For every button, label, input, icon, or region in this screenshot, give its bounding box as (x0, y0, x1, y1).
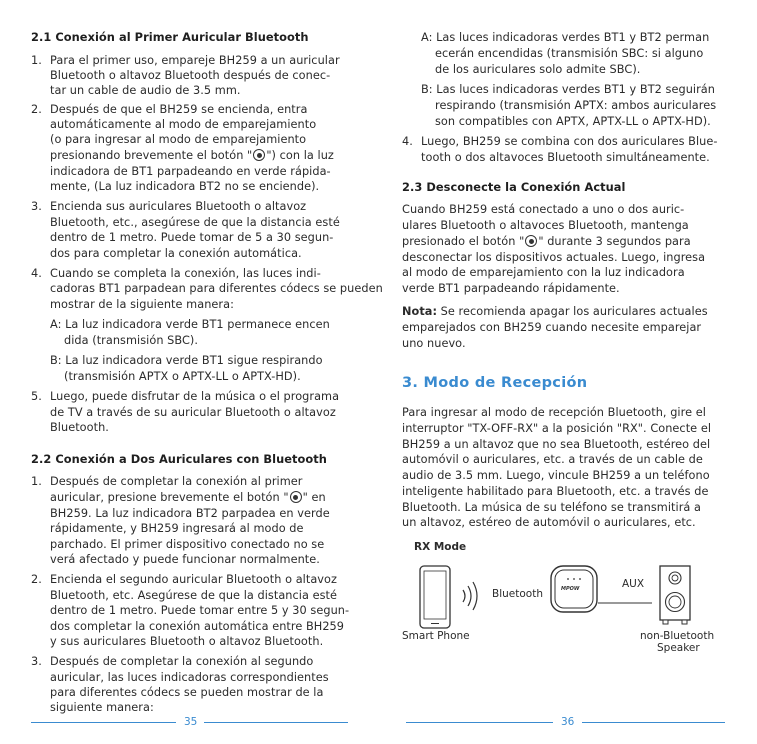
note-line: emparejados con BH259 cuando necesite emparejar (402, 321, 702, 334)
note-text: Se recomienda apagar los auriculares actuales (437, 305, 708, 318)
list-text: dos completar la conexión automática entre BH259 (50, 620, 345, 633)
paragraph-line: desconectar los dispositivos actuales. Luego, ingresa (402, 251, 706, 264)
footer-rule-right (582, 722, 725, 723)
paragraph-line: BH259 a un altavoz que no sea Bluetooth, estéreo del (402, 438, 711, 451)
power-button-icon (253, 149, 265, 161)
signal-waves-icon (463, 582, 477, 610)
paragraph-text: presionado el botón " (402, 235, 525, 248)
paragraph-line: automóvil o auriculares, etc. a través de un cable de (402, 453, 703, 466)
footer-rule-right (406, 722, 553, 723)
list-text: Bluetooth, etc. Asegúrese de que la distancia esté (50, 589, 337, 602)
sub-item-b-cont: (transmisión APTX o APTX-LL o APTX-HD). (64, 370, 301, 383)
footer-rule-left (204, 722, 348, 723)
list-text-with-button (50, 490, 326, 505)
list-text: dentro de 1 metro. Puede tomar entre 5 y 30 segun- (50, 604, 350, 617)
list-text: verá afectado y puede funcionar normalmente. (50, 553, 320, 566)
list-text: presionando brevemente el botón " (50, 149, 253, 162)
paragraph-line-with-button (402, 234, 691, 249)
list-text: ") con la luz (266, 149, 334, 162)
list-text: auricular, presione brevemente el botón " (50, 491, 289, 504)
section-2-1-title: 2.1 Conexión al Primer Auricular Bluetooth (31, 30, 309, 44)
list-number: 3. (31, 200, 42, 213)
bluetooth-label: Bluetooth (492, 588, 543, 600)
paragraph-line: audio de 3.5 mm. Luego, vincule BH259 a un teléfono (402, 469, 710, 482)
speaker-label-line1: non-Bluetooth (640, 630, 715, 642)
list-text: Para el primer uso, empareje BH259 a un auricular (50, 54, 340, 67)
list-text: dos para completar la conexión automática. (50, 247, 302, 260)
section-2-3-title: 2.3 Desconecte la Conexión Actual (402, 180, 626, 194)
list-text: siguiente manera: (50, 701, 154, 714)
list-text: " en (302, 491, 326, 504)
list-text: de TV a través de su auricular Bluetooth o altavoz (50, 406, 336, 419)
note-line (402, 304, 708, 319)
list-number: 3. (31, 655, 42, 668)
paragraph-line: Bluetooth. La música de su teléfono se transmitirá a (402, 501, 701, 514)
sub-item-b-cont: respirando (transmisión APTX: ambos auriculares (435, 99, 717, 112)
sub-item-a: A: La luz indicadora verde BT1 permanece encen (50, 318, 330, 331)
list-text: Luego, puede disfrutar de la música o el programa (50, 390, 340, 403)
diagram-title: RX Mode (414, 541, 467, 553)
list-text: automáticamente al modo de emparejamiento (50, 118, 317, 131)
list-text: Después de completar la conexión al primer (50, 475, 303, 488)
list-text: tooth o dos altavoces Bluetooth simultáneamente. (421, 151, 710, 164)
paragraph-line: ulares Bluetooth o altavoces Bluetooth, mantenga (402, 219, 689, 232)
list-text: Cuando se completa la conexión, las luces indi- (50, 267, 321, 280)
list-text: Después de que el BH259 se encienda, entra (50, 103, 308, 116)
sub-item-a-cont: ecerán encendidas (transmisión SBC: si alguno (435, 47, 704, 60)
list-text: auricular, las luces indicadoras correspondientes (50, 671, 329, 684)
note-label: Nota: (402, 305, 438, 318)
list-text: rápidamente, y BH259 ingresará al modo de (50, 522, 304, 535)
list-text: Encienda el segundo auricular Bluetooth o altavoz (50, 573, 337, 586)
list-number: 2. (31, 103, 42, 116)
paragraph-line: un altavoz, estéreo de automóvil o auriculares, etc. (402, 516, 696, 529)
sub-item-b: B: La luz indicadora verde BT1 sigue respirando (50, 354, 323, 367)
list-text: tar un cable de audio de 3.5 mm. (50, 84, 241, 97)
section-2-2-title: 2.2 Conexión a Dos Auriculares con Bluetooth (31, 452, 327, 466)
list-number: 2. (31, 573, 42, 586)
sub-item-a-cont: dida (transmisión SBC). (64, 334, 199, 347)
list-text: BH259. La luz indicadora BT2 parpadea en verde (50, 507, 330, 520)
list-number: 4. (402, 135, 413, 148)
list-text: dentro de 1 metro. Puede tomar de 5 a 30 segun- (50, 231, 334, 244)
list-text: mente, (La luz indicadora BT2 no se enciende). (50, 180, 320, 193)
list-text: Bluetooth. (50, 421, 109, 434)
list-number: 1. (31, 54, 42, 67)
list-text: (o para ingresar al modo de emparejamiento (50, 133, 307, 146)
list-text: Bluetooth, etc., asegúrese de que la distancia esté (50, 216, 340, 229)
list-text: y sus auriculares Bluetooth o altavoz Bluetooth. (50, 635, 324, 648)
list-text: parchado. El primer dispositivo conectado no se (50, 538, 325, 551)
section-3-title: 3. Modo de Recepción (402, 375, 588, 391)
sub-item-a-cont: de los auriculares solo admite SBC). (435, 63, 641, 76)
note-line: uno nuevo. (402, 337, 466, 350)
sub-item-b-cont: son compatibles con APTX, APTX-LL o APTX-HD). (435, 115, 711, 128)
list-text: para diferentes códecs se pueden mostrar de la (50, 686, 324, 699)
paragraph-line: Cuando BH259 está conectado a uno o dos auric- (402, 203, 685, 216)
footer-rule-left (31, 722, 176, 723)
page-number-right: 36 (561, 716, 575, 728)
speaker-label-line2: Speaker (657, 642, 700, 654)
speaker-icon (660, 566, 690, 624)
paragraph-line: verde BT1 parpadeando rápidamente. (402, 282, 620, 295)
list-text: Encienda sus auriculares Bluetooth o altavoz (50, 200, 307, 213)
paragraph-line: al modo de emparejamiento con la luz indicadora (402, 266, 685, 279)
list-text: Luego, BH259 se combina con dos auriculares Blue- (421, 135, 718, 148)
diagram-graphics (400, 558, 730, 638)
paragraph-line: inteligente habilitado para Bluetooth, etc. a través de (402, 485, 709, 498)
paragraph-line: interruptor "TX-OFF-RX" a la posición "RX". Conecte el (402, 422, 712, 435)
list-text: cadoras BT1 parpadean para diferentes códecs se pueden (50, 282, 383, 295)
list-text: Después de completar la conexión al segundo (50, 655, 314, 668)
page-number-left: 35 (184, 716, 198, 728)
list-text: indicadora de BT1 parpadeando en verde rápida- (50, 165, 331, 178)
paragraph-line: Para ingresar al modo de recepción Bluetooth, gire el (402, 406, 706, 419)
list-text-with-button (50, 148, 334, 163)
power-button-icon (525, 235, 537, 247)
list-text: Bluetooth o altavoz Bluetooth después de conec- (50, 69, 331, 82)
list-text: mostrar de la siguiente manera: (50, 298, 234, 311)
sub-item-a: A: Las luces indicadoras verdes BT1 y BT2 perman (421, 31, 710, 44)
list-number: 1. (31, 475, 42, 488)
sub-item-b: B: Las luces indicadoras verdes BT1 y BT2 seguirán (421, 83, 715, 96)
power-button-icon (290, 491, 302, 503)
aux-label: AUX (622, 578, 645, 590)
list-number: 5. (31, 390, 42, 403)
device-logo: MPOW (561, 586, 580, 592)
smartphone-icon (420, 566, 450, 628)
smartphone-label: Smart Phone (402, 630, 470, 642)
list-number: 4. (31, 267, 42, 280)
paragraph-text: " durante 3 segundos para (538, 235, 691, 248)
